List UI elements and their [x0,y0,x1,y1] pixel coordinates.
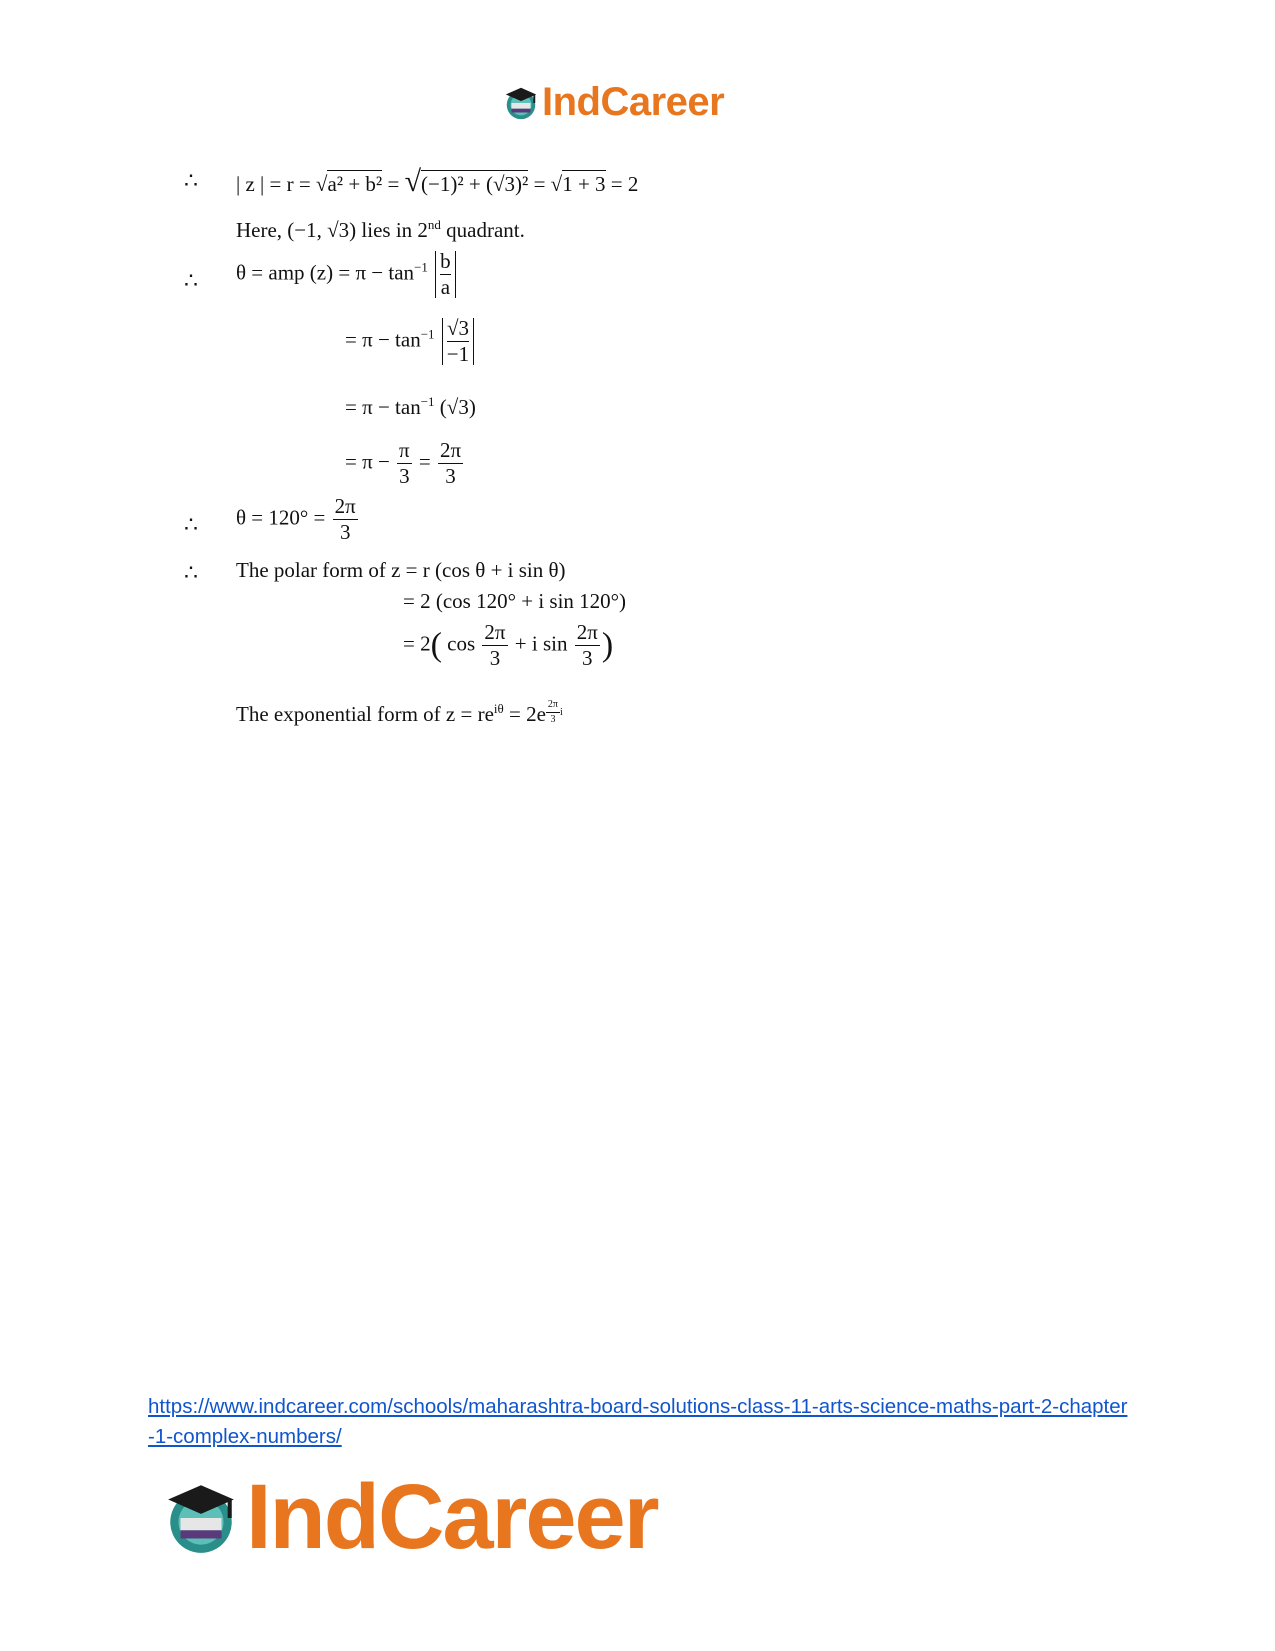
quadrant-line: Here, (−1, √3) lies in 2nd quadrant. [236,217,525,242]
theta-value: θ = 120° = $\frac{2\pi}{3}$ [236,494,356,544]
logo-text: IndCareer [246,1466,658,1568]
therefore-symbol: ∴ [184,168,198,193]
therefore-symbol: ∴ [184,268,198,293]
graduation-cap-globe-icon [502,84,540,122]
step-2: = $\pi - \tan^{-1} (√3)$ [345,394,476,419]
graduation-cap-globe-icon [160,1477,242,1559]
polar-form-line-3: = 2( cos $\frac{2\pi}{3}$ + i sin $\frac{2\pi}{3}$ ) [403,620,614,670]
step-3: = π − $\frac{\pi}{3}$ = $\frac{2\pi}{3}$ [345,438,462,488]
footer-logo [160,1465,658,1570]
polar-form-line-1: The polar form of z = r (cos θ + i sin θ) [236,558,566,582]
header-logo [502,80,724,125]
logo-text: IndCareer [542,80,725,124]
step-1: = $\pi - \tan^{-1}$ $\frac{√3}{-1}$ [345,318,474,365]
modulus-line: | z | = r = √a² + b² = √(−1)² + (√3)² = √1 + 3 = 2 [236,165,639,198]
exponential-form: The exponential form of $z = re^{i\theta} = 2e$ $^{\frac{2\pi}{3} i}$ [236,699,563,726]
therefore-symbol: ∴ [184,560,198,585]
theta-definition: θ = amp $(z) = \pi - \tan^{-1}$ $\frac{b}{a}$ [236,251,456,298]
polar-form-line-2: = 2 (cos 120° + i sin 120°) [403,589,627,613]
therefore-symbol: ∴ [184,512,198,537]
source-url-link[interactable]: https://www.indcareer.com/schools/maharashtra-board-solutions-class-11-arts-science-maths-part-2-chapter-1-complex-numbers/ [148,1395,1128,1448]
